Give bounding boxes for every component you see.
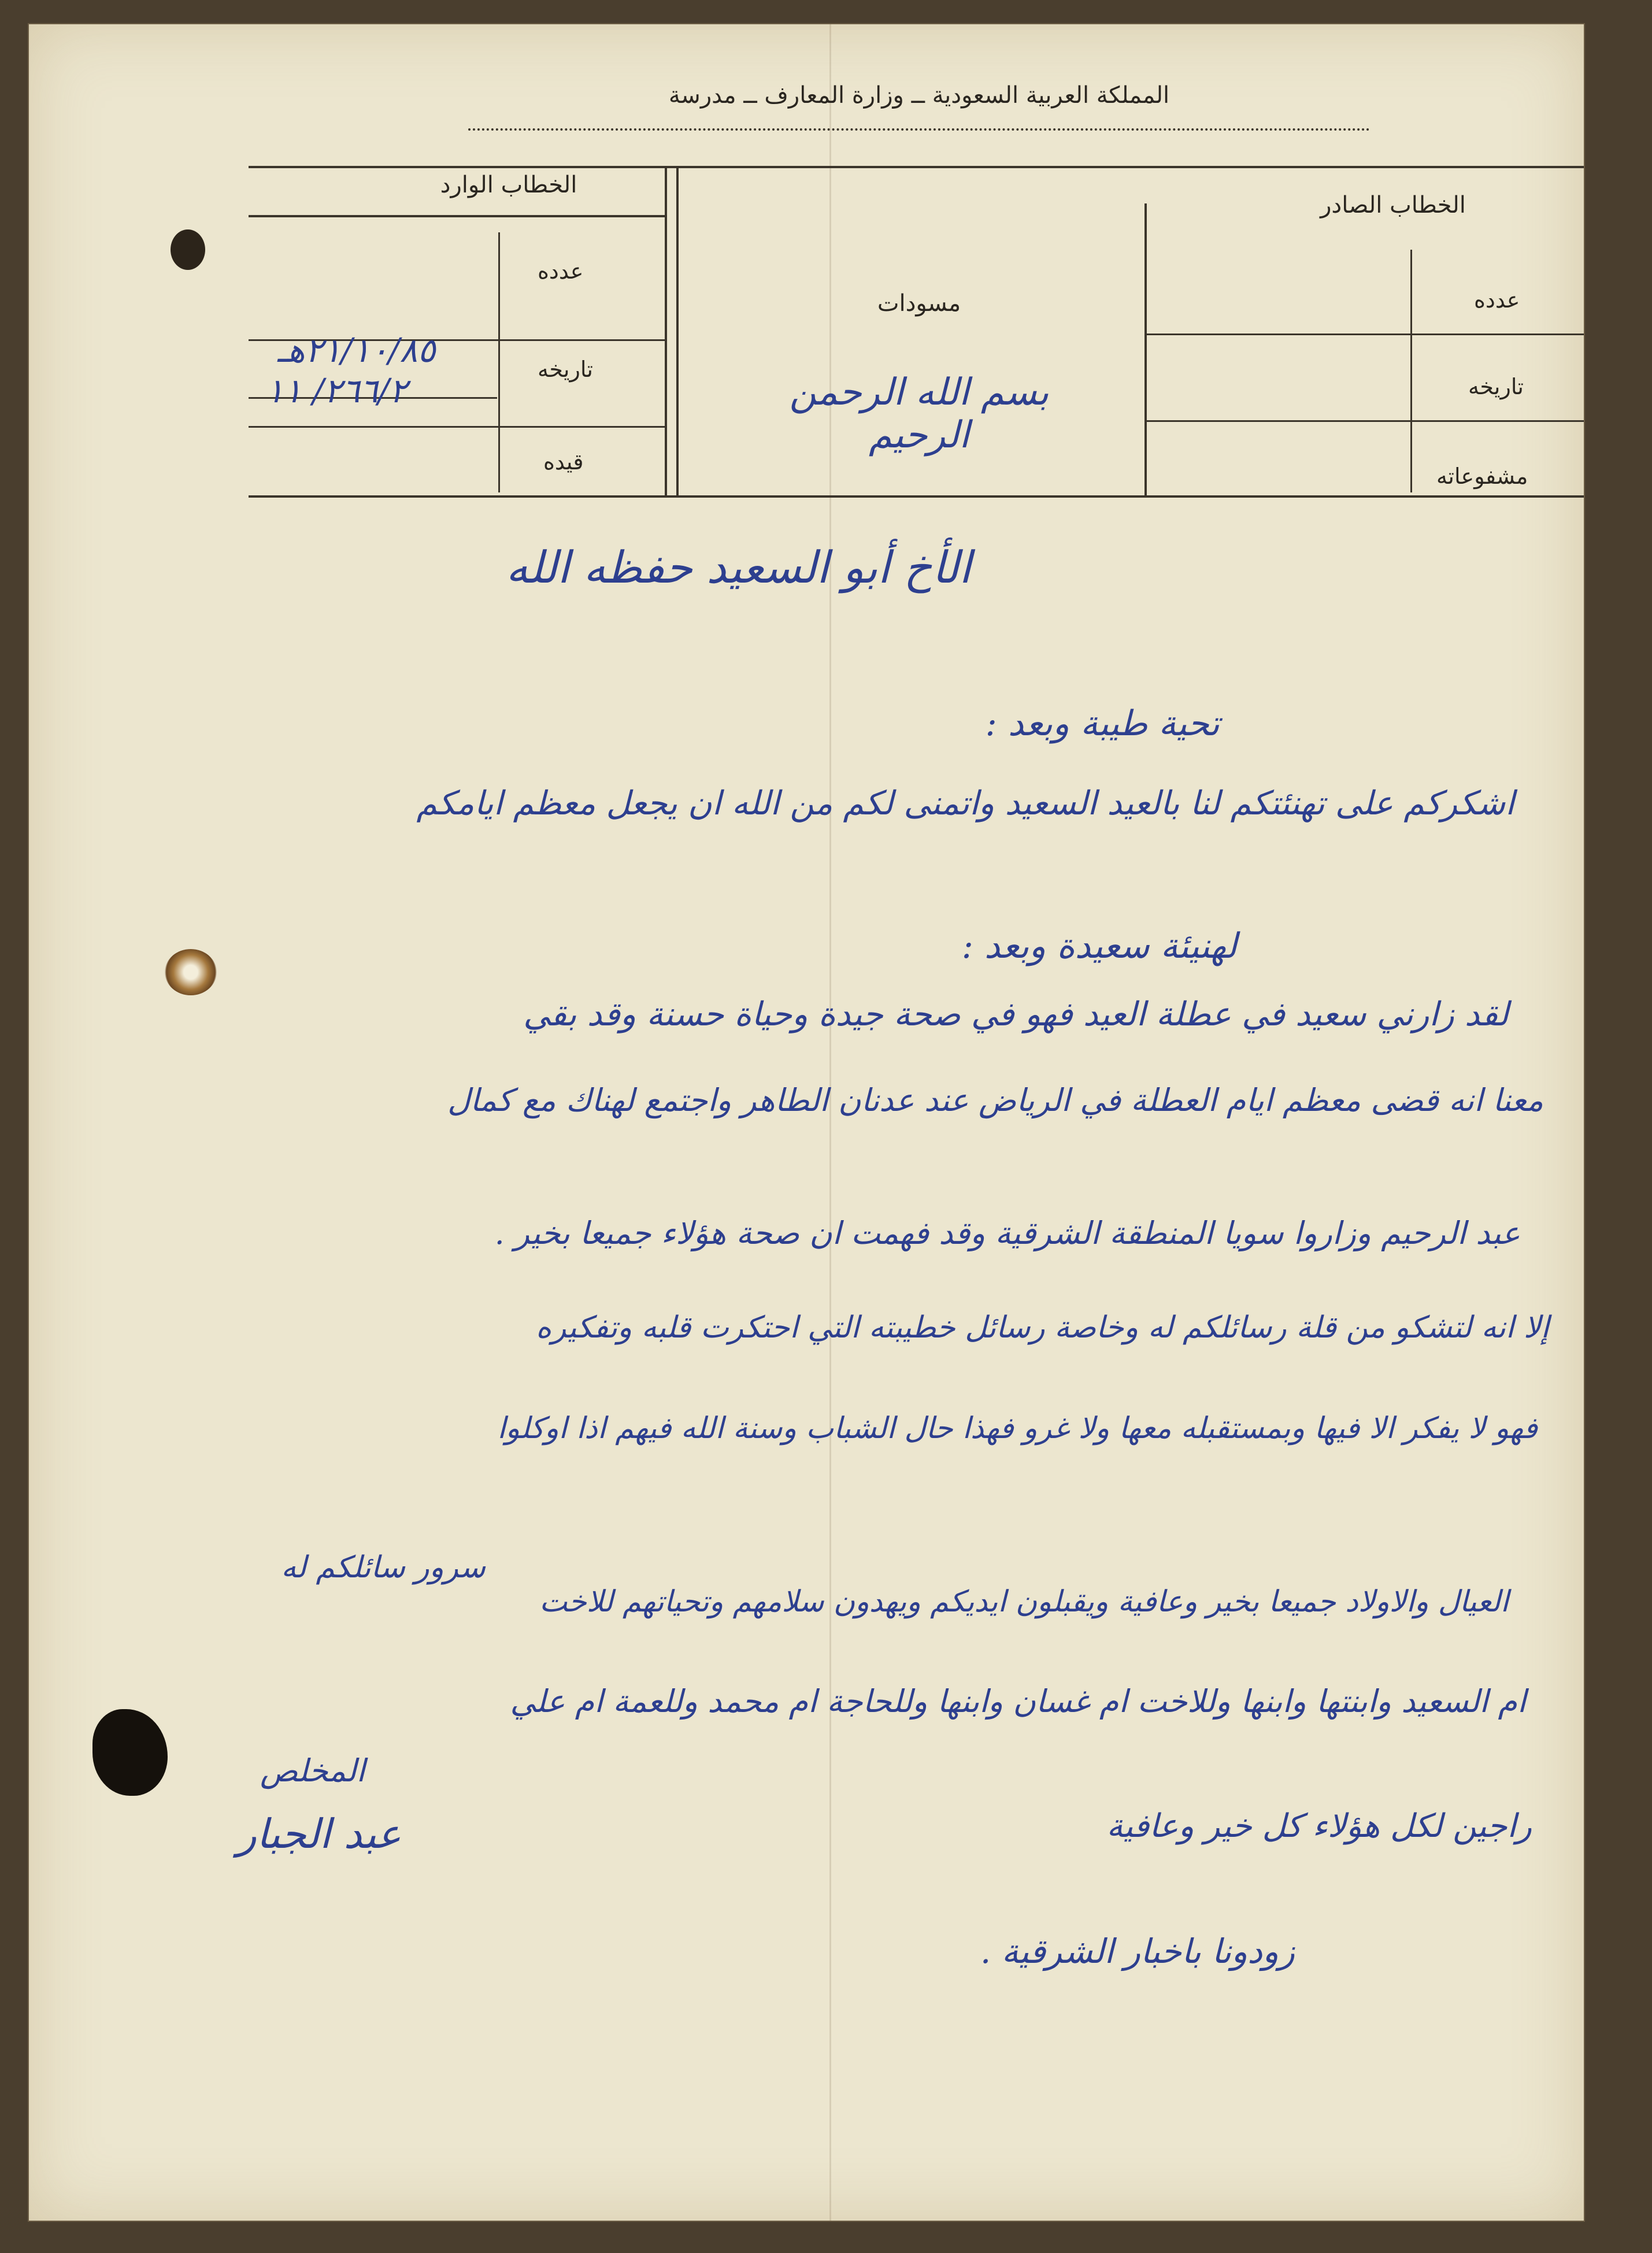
fold-crease <box>829 24 831 2221</box>
letter-line-11: ام السعيد وابنتها وابنها وللاخت ام غسان وابنها وللحاجة ام محمد وللعمة ام علي <box>510 1683 1526 1720</box>
drafts-right-border <box>1144 203 1147 495</box>
letter-line-12: راجين لكل هؤلاء كل خير وعافية <box>1106 1807 1532 1845</box>
salutation: الأخ أبو السعيد حفظه الله <box>506 542 971 593</box>
form-bottom-rule <box>249 495 1585 498</box>
incoming-date-label: تاريخه <box>538 357 593 382</box>
incoming-row-rule-2 <box>249 426 665 428</box>
letter-line-5: معنا انه قضى معظم ايام العطلة في الرياض عند عدنان الطاهر واجتمع لهناك مع كمال <box>447 1082 1543 1118</box>
letterhead-dotted-rule <box>468 128 1370 131</box>
outgoing-divider <box>1410 250 1412 492</box>
letter-page <box>28 23 1585 2222</box>
outgoing-attachments-label: مشفوعاته <box>1436 464 1528 489</box>
signature-name: عبد الجبار <box>237 1810 402 1858</box>
paper-hole-top <box>171 229 205 270</box>
outgoing-row-rule-1 <box>1144 333 1585 335</box>
incoming-divider <box>498 232 500 492</box>
letter-line-13: زودونا باخبار الشرقية . <box>980 1932 1295 1971</box>
letter-line-9: سرور سائلكم له <box>281 1550 486 1585</box>
incoming-date-hijri: ٢١/١٠/٨٥هـ <box>277 331 436 370</box>
basmala: بسم الله الرحمن الرحيم <box>789 371 1049 457</box>
letter-line-7: إلا انه لتشكو من قلة رسائلكم له وخاصة رسائل خطيبته التي احتكرت قلبه وتفكيره <box>535 1310 1549 1345</box>
letter-line-3: لهنيئة سعيدة وبعد : <box>961 926 1237 966</box>
drafts-title: مسودات <box>877 290 961 317</box>
signature-closing: المخلص <box>260 1752 365 1789</box>
letter-line-2: اشكركم على تهنئتكم لنا بالعيد السعيد واتمنى لكم من الله ان يجعل معظم ايامكم <box>416 784 1514 822</box>
letter-line-10: العيال والاولاد جميعا بخير وعافية ويقبلون ايديكم ويهدون سلامهم وتحياتهم للاخت <box>539 1585 1509 1619</box>
incoming-entry-label: قيده <box>543 449 584 475</box>
letter-line-6: عبد الرحيم وزاروا سويا المنطقة الشرقية وقد فهمت ان صحة هؤلاء جميعا بخير . <box>494 1215 1520 1251</box>
letter-line-4: لقد زارني سعيد في عطلة العيد فهو في صحة جيدة وحياة حسنة وقد بقي <box>523 995 1509 1033</box>
ministry-line: المملكة العربية السعودية ــ وزارة المعارف ــ مدرسة <box>668 82 1170 109</box>
incoming-date-line2: ٢٦٦/٢/ ١١ <box>266 371 408 410</box>
drafts-left-border <box>676 166 679 495</box>
letter-line-1: تحية طيبة وبعد : <box>985 703 1220 744</box>
outgoing-number-label: عدده <box>1474 287 1520 313</box>
outgoing-date-label: تاريخه <box>1468 374 1524 399</box>
outgoing-row-rule-2 <box>1144 420 1585 422</box>
letter-line-8: فهو لا يفكر الا فيها وبمستقبله معها ولا غرو فهذا حال الشباب وسنة الله فيهم اذا اوكلوا <box>497 1411 1538 1446</box>
outgoing-title: الخطاب الصادر <box>1320 192 1466 218</box>
paper-burn-mark <box>165 949 217 995</box>
paper-hole-bottom <box>92 1709 168 1796</box>
incoming-title-rule <box>249 215 667 217</box>
letterhead <box>468 82 1370 134</box>
incoming-title: الخطاب الوارد <box>440 172 577 198</box>
incoming-number-label: عدده <box>538 258 584 284</box>
